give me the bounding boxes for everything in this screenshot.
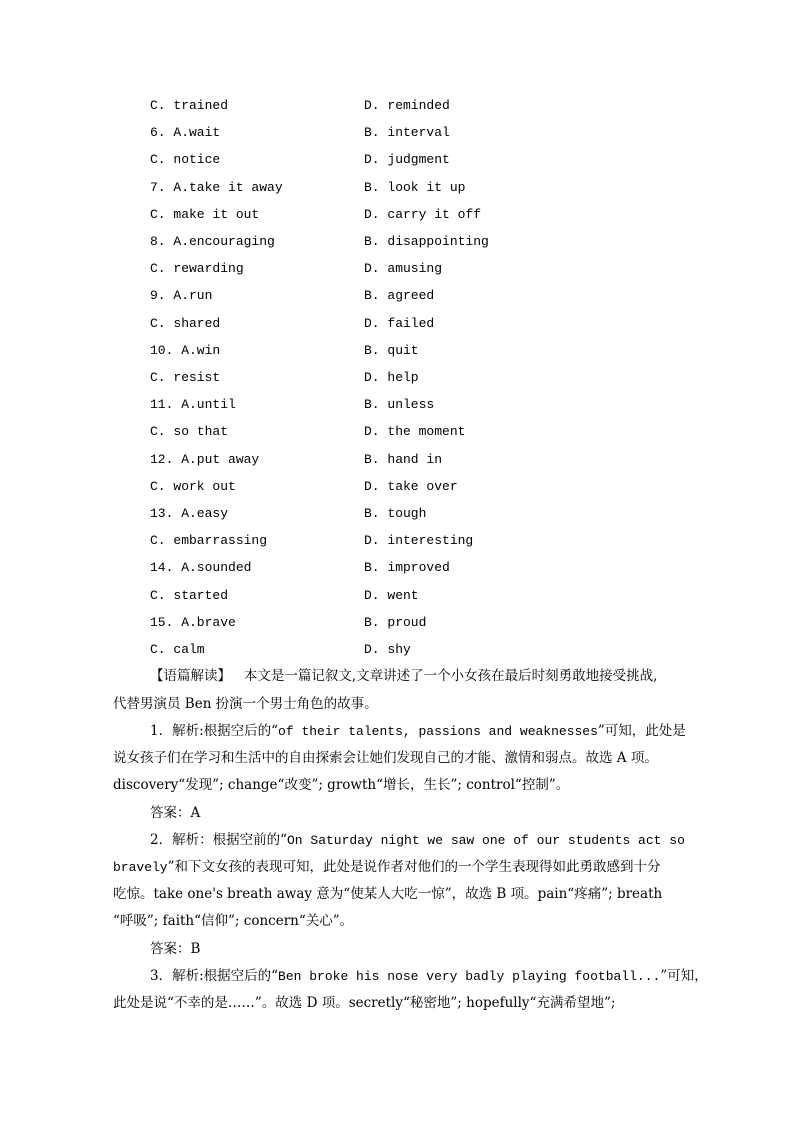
option-right: D. help [364, 370, 419, 385]
explanation-1-line-3: discovery“发现”; change“改变”; growth“增长，生长”; control“控制”。 [113, 777, 570, 793]
explanation-1-line-2: 说女孩子们在学习和生活中的自由探索会让她们发现自己的才能、激情和弱点。故选 A 项。 [113, 750, 658, 766]
option-right: D. interesting [364, 533, 474, 549]
passage-intro-line-1 [150, 668, 720, 684]
option-left: C. embarrassing [150, 533, 268, 549]
option-left: C. resist [150, 370, 221, 385]
option-left: 12. A.put away [150, 451, 260, 467]
option-left: 15. A.brave [150, 614, 236, 630]
option-right: B. disappointing [364, 234, 489, 249]
option-right: D. judgment [364, 152, 450, 168]
option-left: C. trained [150, 98, 229, 113]
explanation-1-line-1: 1．解析:根据空后的“of their talents, passions and weaknesses”可知，此处是 [150, 723, 686, 739]
explanation-2-line-2: bravely”和下文女孩的表现可知，此处是说作者对他们的一个学生表现得如此勇敢感到十分 [113, 859, 661, 875]
option-right: D. failed [364, 315, 435, 331]
explanation-3-line-1: 3．解析:根据空后的“Ben broke his nose very badly playing football...”可知， [150, 968, 708, 984]
option-right: D. reminded [364, 98, 450, 113]
option-left: C. shared [150, 315, 221, 331]
option-right: B. interval [364, 125, 450, 141]
explanation-2-line-4: “呼吸”; faith“信仰”; concern“关心”。 [113, 913, 354, 929]
answer-2: 答案：B [150, 941, 201, 957]
option-left: C. calm [150, 642, 205, 657]
option-right: B. proud [364, 614, 427, 630]
option-right: B. improved [364, 560, 450, 576]
option-left: 7. A.take it away [150, 179, 283, 195]
option-left: 14. A.sounded [150, 560, 252, 576]
option-left: 11. A.until [150, 397, 236, 413]
option-right: B. look it up [364, 179, 466, 195]
explanation-3-line-2: 此处是说“不幸的是……”。故选 D 项。secretly“秘密地”; hopefully“充满希望地”; [113, 995, 616, 1011]
option-right: B. agreed [364, 288, 435, 304]
answer-1: 答案：A [150, 805, 201, 821]
option-left: C. rewarding [150, 261, 244, 277]
option-left: C. so that [150, 424, 229, 440]
option-left: 13. A.easy [150, 506, 229, 521]
passage-intro-text: 本文是一篇记叙文,文章讲述了一个小女孩在最后时刻勇敢地接受挑战, [243, 668, 658, 684]
option-right: D. take over [364, 478, 458, 494]
passage-intro-line-2: 代替男演员 Ben 扮演一个男士角色的故事。 [113, 696, 378, 712]
option-left: 10. A.win [150, 342, 221, 358]
option-right: B. tough [364, 506, 427, 521]
option-left: C. notice [150, 152, 221, 168]
option-left: C. work out [150, 478, 236, 494]
option-left: 6. A.wait [150, 125, 221, 141]
option-left: C. make it out [150, 206, 260, 222]
option-left: C. started [150, 587, 229, 603]
option-right: D. the moment [364, 424, 466, 440]
explanation-2-line-1: 2．解析：根据空前的“On Saturday night we saw one of our students act so [150, 832, 685, 848]
option-left: 8. A.encouraging [150, 234, 275, 249]
explanation-2-line-3: 吃惊。take one's breath away 意为“使某人大吃一惊”，故选 B 项。pain“疼痛”; breath [113, 886, 663, 902]
option-right: B. hand in [364, 451, 443, 467]
option-left: 9. A.run [150, 288, 213, 304]
option-right: D. shy [364, 642, 411, 657]
option-right: B. unless [364, 397, 435, 413]
option-right: D. amusing [364, 261, 443, 277]
option-right: B. quit [364, 342, 419, 358]
option-right: D. carry it off [364, 206, 482, 222]
passage-heading: 【语篇解读】 [150, 668, 231, 684]
option-right: D. went [364, 587, 419, 603]
